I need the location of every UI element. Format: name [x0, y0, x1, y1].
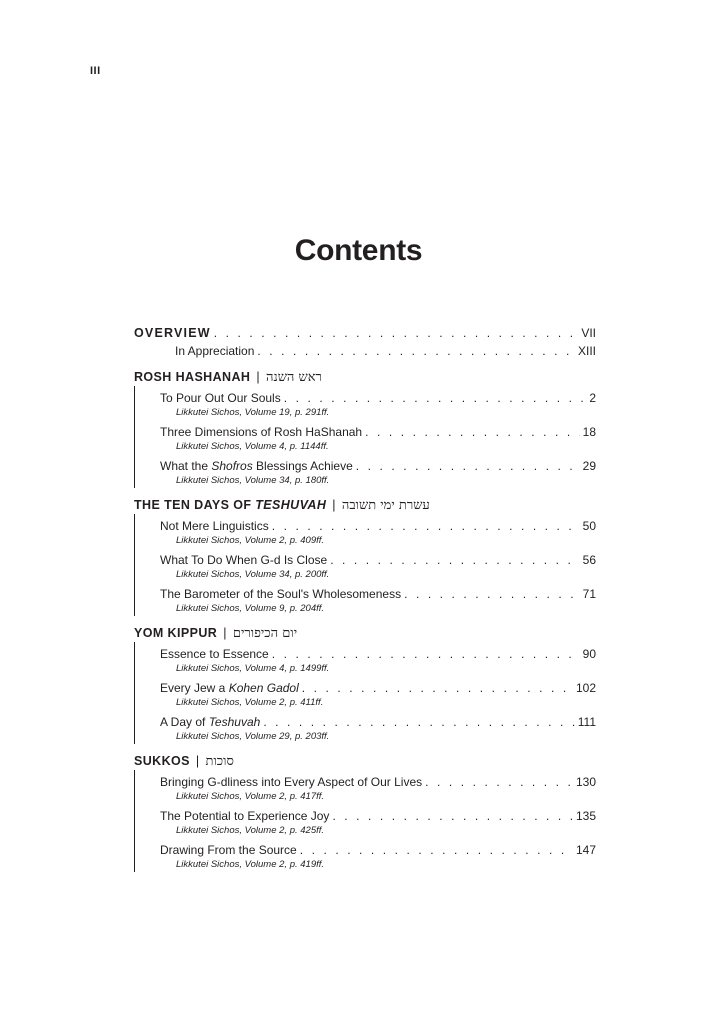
dot-leader [332, 808, 573, 824]
entry-title-text: Every Jew a [160, 681, 229, 695]
entry-source: Likkutei Sichos, Volume 2, p. 411ff. [176, 697, 324, 708]
section-hebrew-name: יום הכיפורים [232, 626, 298, 641]
entry-page-number: 56 [582, 553, 596, 567]
section-name: SUKKOS [134, 754, 190, 768]
entry-title [160, 808, 329, 824]
entry-page-number: 50 [582, 519, 596, 533]
toc-entry-overview[interactable] [134, 324, 596, 342]
entry-title-text: Not Mere Linguistics [160, 519, 269, 533]
entry-title-italic: Shofros [211, 459, 253, 473]
entry-title-text: The Potential to Experience Joy [160, 809, 330, 823]
dot-leader [425, 774, 573, 790]
toc-entry-appreciation[interactable] [134, 342, 596, 360]
dot-leader [356, 458, 580, 474]
entry-title [160, 458, 353, 474]
toc-section [134, 368, 596, 488]
entry-source: Likkutei Sichos, Volume 2, p. 419ff. [176, 859, 325, 870]
entry-line [160, 808, 596, 824]
section-entries [134, 386, 596, 488]
dot-leader [272, 518, 580, 534]
dot-leader [302, 680, 573, 696]
entry-title [160, 714, 260, 730]
appreciation-page: XIII [577, 344, 596, 358]
toc-section [134, 624, 596, 744]
entry-title [160, 424, 362, 440]
section-hebrew-name: עשרת ימי תשובה [341, 498, 430, 513]
section-hebrew-name: סוכות [205, 754, 234, 769]
entry-title-text: Blessings Achieve [252, 459, 353, 473]
entry-title-text: What To Do When G-d Is Close [160, 553, 328, 567]
entry-title [160, 774, 422, 790]
entry-source: Likkutei Sichos, Volume 2, p. 417ff. [176, 791, 325, 802]
toc-entry[interactable] [160, 642, 596, 676]
entry-title-italic: Kohen Gadol [228, 681, 299, 695]
entry-title-text: A Day of [160, 715, 209, 729]
toc-entry[interactable] [160, 838, 596, 872]
page-title: Contents [294, 234, 423, 267]
entry-page-number: 71 [582, 587, 596, 601]
toc-section [134, 752, 596, 872]
entry-line [160, 774, 596, 790]
entry-title-text: To Pour Out Our Souls [160, 391, 281, 405]
entry-title [160, 646, 269, 662]
entry-title-text: Essence to Essence [160, 647, 269, 661]
table-of-contents [134, 324, 596, 872]
entry-line [160, 586, 596, 602]
entry-title [160, 390, 281, 406]
section-separator: | [256, 370, 260, 384]
entry-line [160, 424, 596, 440]
entry-source: Likkutei Sichos, Volume 2, p. 425ff. [176, 825, 325, 836]
entry-source: Likkutei Sichos, Volume 4, p. 1499ff. [176, 663, 330, 674]
entry-line [160, 458, 596, 474]
section-separator: | [332, 498, 336, 512]
entry-source: Likkutei Sichos, Volume 29, p. 203ff. [176, 731, 330, 742]
entry-line [160, 646, 596, 662]
toc-entry[interactable] [160, 514, 596, 548]
entry-source: Likkutei Sichos, Volume 4, p. 1144ff. [176, 441, 329, 452]
entry-title [160, 842, 297, 858]
entry-page-number: 147 [575, 843, 596, 857]
entry-line [160, 518, 596, 534]
entry-line [160, 842, 596, 858]
dot-leader [272, 646, 580, 662]
entry-line [160, 390, 596, 406]
entry-line [160, 714, 596, 730]
section-separator: | [223, 626, 227, 640]
entry-title-text: Drawing From the Source [160, 843, 297, 857]
section-name: ROSH HASHANAH [134, 370, 251, 384]
entry-source: Likkutei Sichos, Volume 19, p. 291ff. [176, 407, 330, 418]
dot-leader [365, 424, 580, 440]
entry-source: Likkutei Sichos, Volume 9, p. 204ff. [176, 603, 325, 614]
entry-page-number: 29 [582, 459, 596, 473]
entry-title [160, 518, 269, 534]
entry-page-number: 90 [582, 647, 596, 661]
toc-entry[interactable] [160, 386, 596, 420]
dot-leader [404, 586, 580, 602]
section-name-italic: TESHUVAH [255, 498, 327, 512]
entry-page-number: 111 [577, 715, 596, 729]
toc-entry[interactable] [160, 420, 596, 454]
toc-section [134, 496, 596, 616]
entry-source: Likkutei Sichos, Volume 34, p. 180ff. [176, 475, 330, 486]
section-name: YOM KIPPUR [134, 626, 218, 640]
overview-label: OVERVIEW [134, 326, 211, 340]
toc-entry[interactable] [160, 676, 596, 710]
toc-entry[interactable] [160, 582, 596, 616]
section-entries [134, 642, 596, 744]
section-heading[interactable] [134, 496, 596, 514]
entry-line [160, 552, 596, 568]
section-heading[interactable] [134, 368, 596, 386]
section-entries [134, 514, 596, 616]
toc-entry[interactable] [160, 548, 596, 582]
dot-leader [284, 390, 587, 406]
section-name: THE TEN DAYS OF [134, 498, 256, 512]
entry-title-text: What the [160, 459, 212, 473]
overview-page: VII [581, 326, 596, 340]
toc-entry[interactable] [160, 454, 596, 488]
entry-title [160, 680, 299, 696]
entry-page-number: 2 [589, 391, 596, 405]
entry-title-text: Bringing G-dliness into Every Aspect of Our Lives [160, 775, 423, 789]
entry-page-number: 102 [575, 681, 596, 695]
dot-leader [300, 842, 573, 858]
entry-page-number: 18 [582, 425, 596, 439]
section-heading[interactable] [134, 752, 596, 770]
section-heading[interactable] [134, 624, 596, 642]
section-separator: | [195, 754, 200, 768]
entry-source: Likkutei Sichos, Volume 2, p. 409ff. [176, 535, 325, 546]
entry-page-number: 135 [575, 809, 596, 823]
entry-title [160, 552, 327, 568]
entry-title [160, 586, 401, 602]
section-hebrew-name: ראש השנה [265, 370, 322, 385]
page-number: III [90, 65, 101, 77]
entry-title-italic: Teshuvah [208, 715, 261, 729]
entry-page-number: 130 [575, 775, 596, 789]
section-entries [134, 770, 596, 872]
entry-title-text: Three Dimensions of Rosh HaShanah [160, 425, 363, 439]
toc-entry[interactable] [160, 710, 596, 744]
dot-leader [214, 324, 579, 342]
appreciation-label: In Appreciation [175, 344, 255, 358]
entry-line [160, 680, 596, 696]
dot-leader [257, 342, 575, 360]
entry-source: Likkutei Sichos, Volume 34, p. 200ff. [176, 569, 330, 580]
toc-sections [134, 368, 596, 872]
toc-entry[interactable] [160, 804, 596, 838]
entry-title-text: The Barometer of the Soul's Wholesomeness [160, 587, 402, 601]
dot-leader [330, 552, 579, 568]
dot-leader [263, 714, 574, 730]
toc-entry[interactable] [160, 770, 596, 804]
